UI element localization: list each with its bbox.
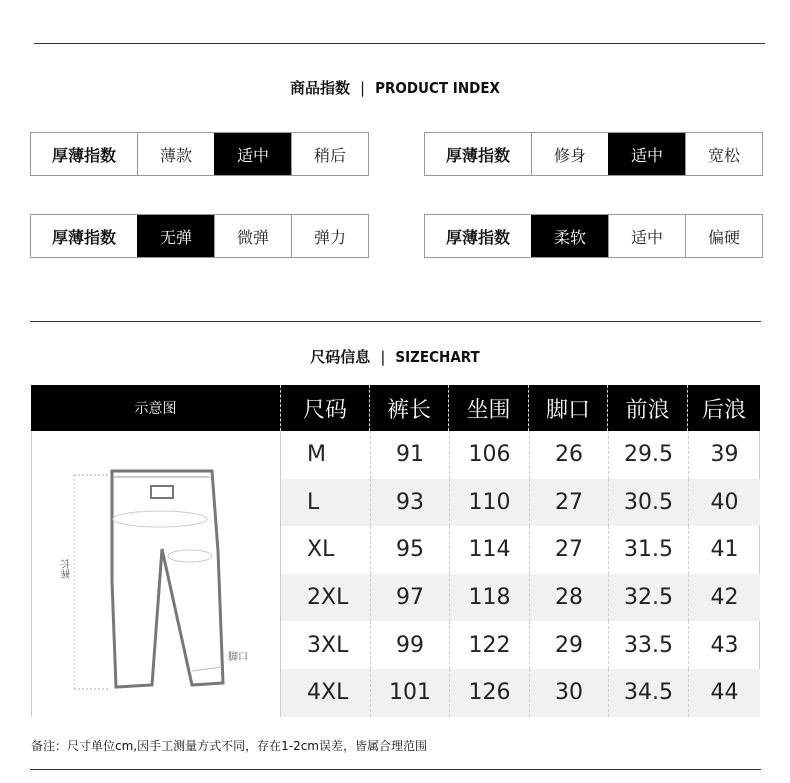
cell-back-rise: 41 <box>688 526 760 574</box>
cell-length: 97 <box>370 574 449 622</box>
product-index-title <box>0 77 790 98</box>
cell-front-rise: 33.5 <box>608 621 688 669</box>
table-row <box>281 479 760 527</box>
cell-size: 3XL <box>307 632 349 658</box>
cell-length: 95 <box>370 526 449 574</box>
size-table <box>31 385 760 717</box>
column-header-back-rise: 后浪 <box>687 385 760 431</box>
cell-hem: 30 <box>529 669 608 717</box>
index-row-label: 厚薄指数 <box>445 145 510 165</box>
cell-back-rise: 43 <box>688 621 760 669</box>
cell-hip: 114 <box>449 526 529 574</box>
cell-front-rise: 29.5 <box>608 431 688 479</box>
index-row-thickness <box>30 132 369 176</box>
cell-size: L <box>307 489 320 515</box>
cell-back-rise: 42 <box>688 574 760 622</box>
column-header-front-rise: 前浪 <box>607 385 687 431</box>
index-row-label: 厚薄指数 <box>51 145 116 165</box>
cell-front-rise: 30.5 <box>608 479 688 527</box>
cell-hem: 27 <box>529 526 608 574</box>
index-option: 修身 <box>531 133 608 175</box>
table-row <box>281 669 760 717</box>
column-header-length: 裤长 <box>369 385 448 431</box>
cell-hip: 110 <box>449 479 529 527</box>
index-option: 偏硬 <box>685 215 762 257</box>
index-row-label: 厚薄指数 <box>445 227 510 247</box>
index-row-stretch <box>30 214 369 258</box>
cell-hem: 28 <box>529 574 608 622</box>
cell-hem: 26 <box>529 431 608 479</box>
index-row-softness <box>424 214 763 258</box>
cell-back-rise: 44 <box>688 669 760 717</box>
cell-size: M <box>307 442 326 468</box>
cell-length: 93 <box>370 479 449 527</box>
cell-length: 101 <box>370 669 449 717</box>
index-option: 稍后 <box>291 133 368 175</box>
bottom-divider <box>30 769 761 770</box>
size-table-body <box>31 431 760 717</box>
diagram-header: 示意图 <box>134 401 177 417</box>
index-option-selected: 适中 <box>214 133 291 175</box>
cell-hem: 29 <box>529 621 608 669</box>
cell-back-rise: 39 <box>688 431 760 479</box>
table-row <box>281 621 760 669</box>
title-separator: | <box>380 348 386 366</box>
index-option-selected: 适中 <box>608 133 685 175</box>
index-option-selected: 无弹 <box>137 215 214 257</box>
cell-hem: 27 <box>529 479 608 527</box>
cell-size: XL <box>307 537 335 563</box>
index-option: 适中 <box>608 215 685 257</box>
index-row-fit <box>424 132 763 176</box>
table-row <box>281 574 760 622</box>
size-chart-title-en: SIZECHART <box>395 348 480 366</box>
middle-divider <box>30 321 761 322</box>
diagram-label-length: 裤长 <box>62 559 73 579</box>
pants-diagram <box>32 431 281 717</box>
size-chart-title <box>0 346 790 367</box>
cell-hip: 106 <box>449 431 529 479</box>
size-table-header <box>31 385 760 431</box>
index-option: 弹力 <box>291 215 368 257</box>
cell-front-rise: 34.5 <box>608 669 688 717</box>
index-option: 微弹 <box>214 215 291 257</box>
table-row <box>281 526 760 574</box>
index-option: 宽松 <box>685 133 762 175</box>
cell-length: 99 <box>370 621 449 669</box>
column-header-hip: 坐围 <box>448 385 528 431</box>
product-index-title-cn: 商品指数 <box>290 79 351 97</box>
cell-back-rise: 40 <box>688 479 760 527</box>
cell-hip: 126 <box>449 669 529 717</box>
column-header-hem: 脚口 <box>528 385 607 431</box>
product-index-title-en: PRODUCT INDEX <box>375 79 500 97</box>
diagram-label-hem: 脚口 <box>228 652 248 663</box>
title-separator: | <box>360 79 366 97</box>
column-header-size: 尺码 <box>280 385 369 431</box>
cell-hip: 122 <box>449 621 529 669</box>
cell-front-rise: 31.5 <box>608 526 688 574</box>
cell-size: 2XL <box>307 585 349 611</box>
cell-size: 4XL <box>307 680 349 706</box>
cell-length: 91 <box>370 431 449 479</box>
measurement-note: 备注：尺寸单位cm,因手工测量方式不同，存在1-2cm误差，皆属合理范围 <box>31 739 427 753</box>
index-row-label: 厚薄指数 <box>51 227 116 247</box>
index-option: 薄款 <box>137 133 214 175</box>
cell-hip: 118 <box>449 574 529 622</box>
table-row <box>281 431 760 479</box>
top-divider <box>34 43 765 44</box>
index-option-selected: 柔软 <box>531 215 608 257</box>
size-chart-title-cn: 尺码信息 <box>310 348 371 366</box>
cell-front-rise: 32.5 <box>608 574 688 622</box>
